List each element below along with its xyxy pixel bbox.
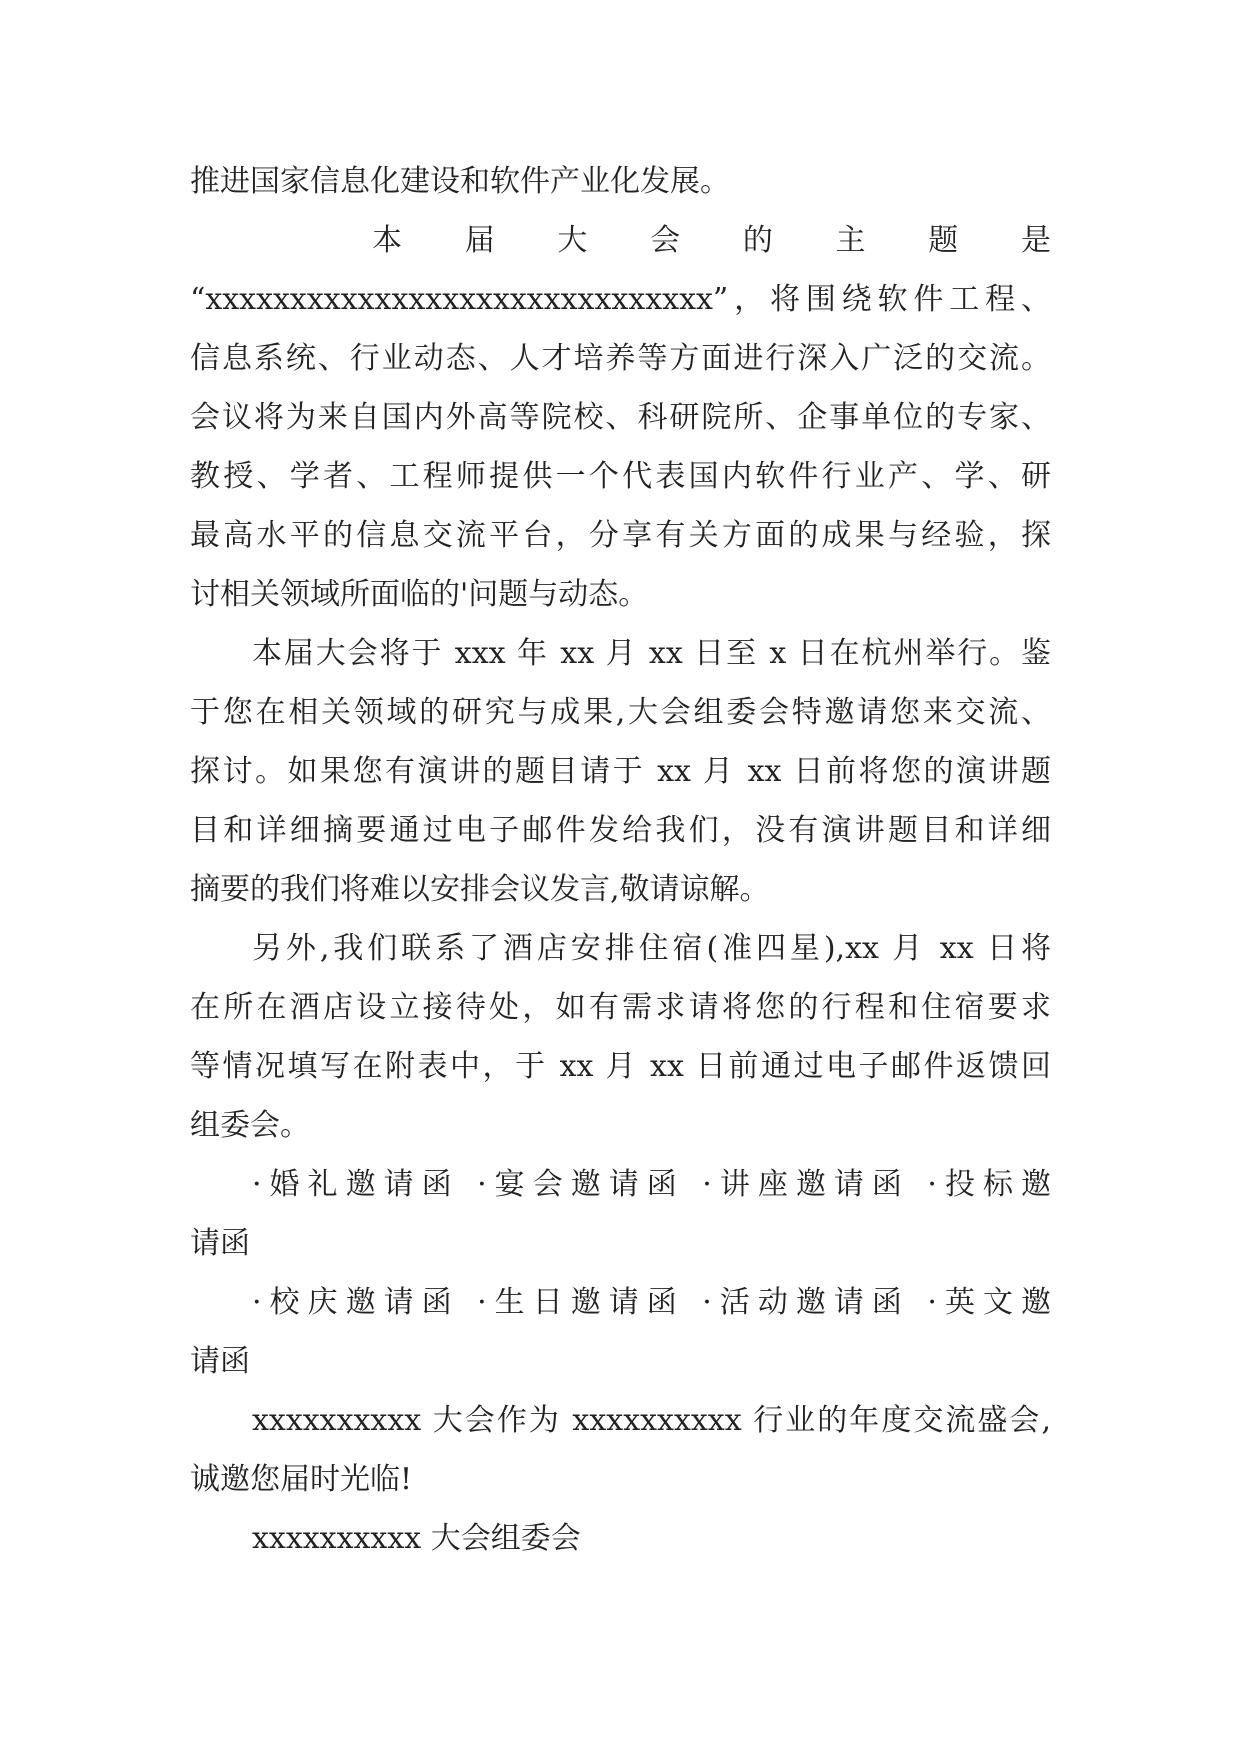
body-line: 讨相关领域所面临的'问题与动态。	[190, 577, 649, 612]
body-line: 会议将为来自国内外高等院校、科研院所、企事单位的专家、	[190, 400, 1051, 435]
body-line: 信息系统、行业动态、人才培养等方面进行深入广泛的交流。	[190, 341, 1051, 376]
closing-line: 诚邀您届时光临!	[190, 1462, 413, 1497]
body-line: 目和详细摘要通过电子邮件发给我们，没有演讲题目和详细	[190, 813, 1051, 848]
link-list-line: 请函	[190, 1344, 250, 1379]
signature-line: xxxxxxxxxx 大会组委会	[252, 1521, 581, 1556]
body-line: 于您在相关领域的研究与成果,大会组委会特邀请您来交流、	[190, 695, 1051, 730]
body-line-theme: 本 届 大 会 的 主 题 是	[372, 223, 1051, 258]
link-list-line: ·校庆邀请函 ·生日邀请函 ·活动邀请函 ·英文邀	[252, 1285, 1051, 1320]
body-line: 最高水平的信息交流平台，分享有关方面的成果与经验，探	[190, 518, 1051, 553]
closing-line: xxxxxxxxxx 大会作为 xxxxxxxxxx 行业的年度交流盛会,	[252, 1403, 1051, 1438]
body-line: 探讨。如果您有演讲的题目请于 xx 月 xx 日前将您的演讲题	[190, 754, 1051, 789]
document-body	[190, 152, 1051, 1568]
body-line: 摘要的我们将难以安排会议发言,敬请谅解。	[190, 872, 770, 907]
body-line: 推进国家信息化建设和软件产业化发展。	[190, 164, 730, 199]
body-line: “xxxxxxxxxxxxxxxxxxxxxxxxxxxxxx”，将围绕软件工程、	[190, 282, 1051, 317]
body-line: 本届大会将于 xxx 年 xx 月 xx 日至 x 日在杭州举行。鉴	[252, 636, 1051, 671]
body-line: 组委会。	[190, 1108, 310, 1143]
link-list-line: 请函	[190, 1226, 250, 1261]
body-line: 在所在酒店设立接待处，如有需求请将您的行程和住宿要求	[190, 990, 1051, 1025]
body-line: 教授、学者、工程师提供一个代表国内软件行业产、学、研	[190, 459, 1051, 494]
body-line: 等情况填写在附表中，于 xx 月 xx 日前通过电子邮件返馈回	[190, 1049, 1051, 1084]
body-line: 另外,我们联系了酒店安排住宿(准四星),xx 月 xx 日将	[252, 931, 1051, 966]
link-list-line: ·婚礼邀请函 ·宴会邀请函 ·讲座邀请函 ·投标邀	[252, 1167, 1051, 1202]
